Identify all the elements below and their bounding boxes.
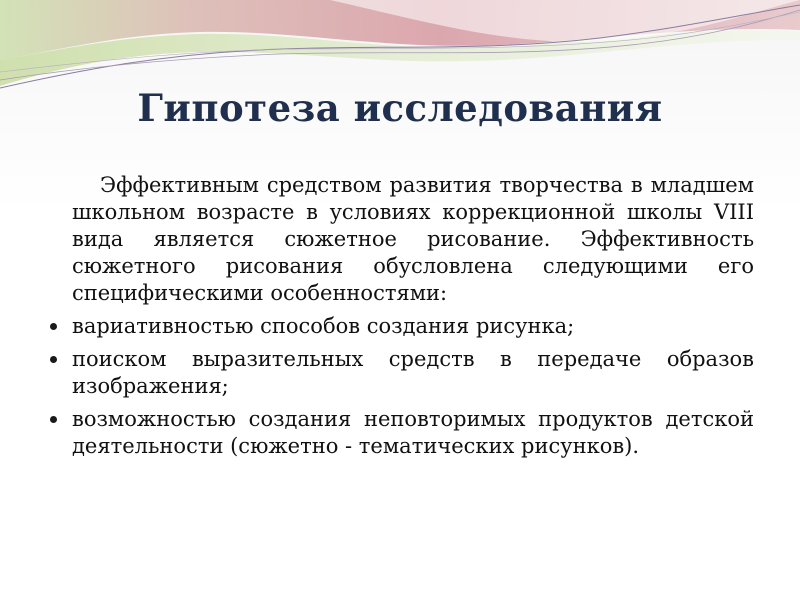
list-item-text: вариативностью способов создания рисунка; <box>72 314 575 338</box>
list-item <box>46 406 754 460</box>
bullet-icon <box>50 323 57 330</box>
hypothesis-paragraph: Эффективным средством развития творчества в младшем школьном возрасте в условиях коррекционной школы VIII вида является сюжетное рисование. Эффективность сюжетного рисования обусловлена следующими его специфическими особенностями: <box>72 173 754 305</box>
list-item <box>46 346 754 400</box>
slide-title: Гипотеза исследования <box>137 86 663 130</box>
list-item-text: возможностью создания неповторимых продуктов детской деятельности (сюжетно - тематических рисунков). <box>72 407 754 458</box>
slide-body <box>46 172 754 466</box>
list-item <box>46 313 754 340</box>
bullet-icon <box>50 416 57 423</box>
features-list <box>46 313 754 460</box>
list-item-text: поиском выразительных средств в передаче образов изображения; <box>72 347 754 398</box>
bullet-icon <box>50 356 57 363</box>
